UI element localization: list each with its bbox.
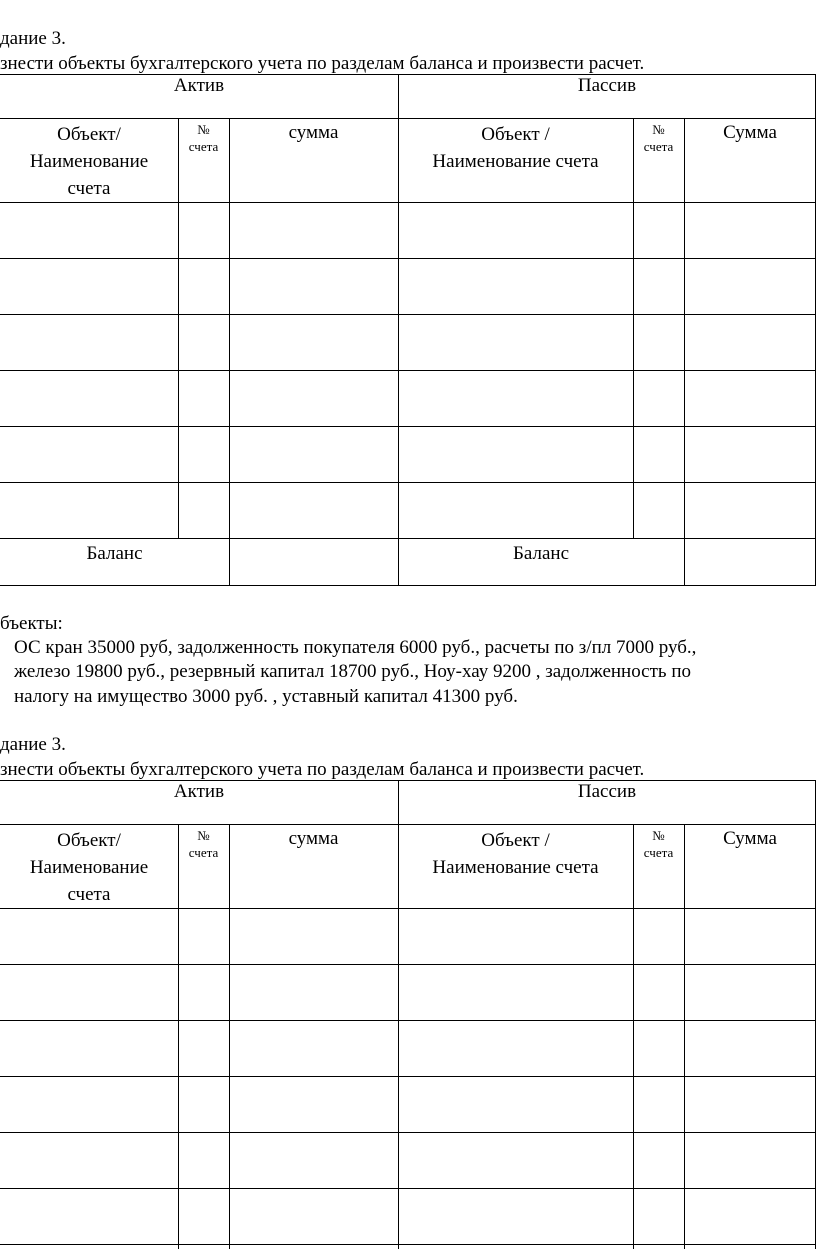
sum-header-aktiv: сумма (288, 122, 339, 143)
account-number-header-passiv: № счета (643, 828, 674, 860)
object-name-header-aktiv: Объект/ Наименование счета (29, 830, 149, 905)
objects-line-2: железо 19800 руб., резервный капитал 18700 руб., Ноу-хау 9200 , задолженность по (14, 661, 692, 682)
task-instruction-1: знести объекты бухгалтерского учета по разделам баланса и произвести расчет. (0, 53, 645, 74)
balance-table-2 (0, 780, 816, 1249)
passiv-header: Пассив (577, 781, 637, 802)
aktiv-header: Актив (173, 75, 225, 96)
objects-line-1: ОС кран 35000 руб, задолженность покупателя 6000 руб., расчеты по з/пл 7000 руб., (14, 637, 697, 658)
sum-header-aktiv: сумма (288, 828, 339, 849)
account-number-header-passiv: № счета (643, 122, 674, 154)
sum-header-passiv: Сумма (723, 828, 777, 849)
account-number-header-aktiv: № счета (188, 828, 219, 860)
task-title-2: дание 3. (0, 734, 66, 755)
balance-label-passiv: Баланс (512, 543, 570, 564)
task-instruction-2: знести объекты бухгалтерского учета по разделам баланса и произвести расчет. (0, 759, 645, 780)
objects-line-3: налогу на имущество 3000 руб. , уставный капитал 41300 руб. (14, 686, 518, 707)
aktiv-header: Актив (173, 781, 225, 802)
object-name-header-aktiv: Объект/ Наименование счета (29, 124, 149, 199)
balance-label-aktiv: Баланс (86, 543, 143, 564)
sum-header-passiv: Сумма (723, 122, 777, 143)
objects-label: бъекты: (0, 613, 63, 634)
object-name-header-passiv: Объект / Наименование счета (432, 830, 599, 878)
account-number-header-aktiv: № счета (188, 122, 219, 154)
balance-table-1 (0, 74, 816, 586)
task-title-1: дание 3. (0, 28, 66, 49)
object-name-header-passiv: Объект / Наименование счета (432, 124, 599, 172)
passiv-header: Пассив (577, 75, 637, 96)
